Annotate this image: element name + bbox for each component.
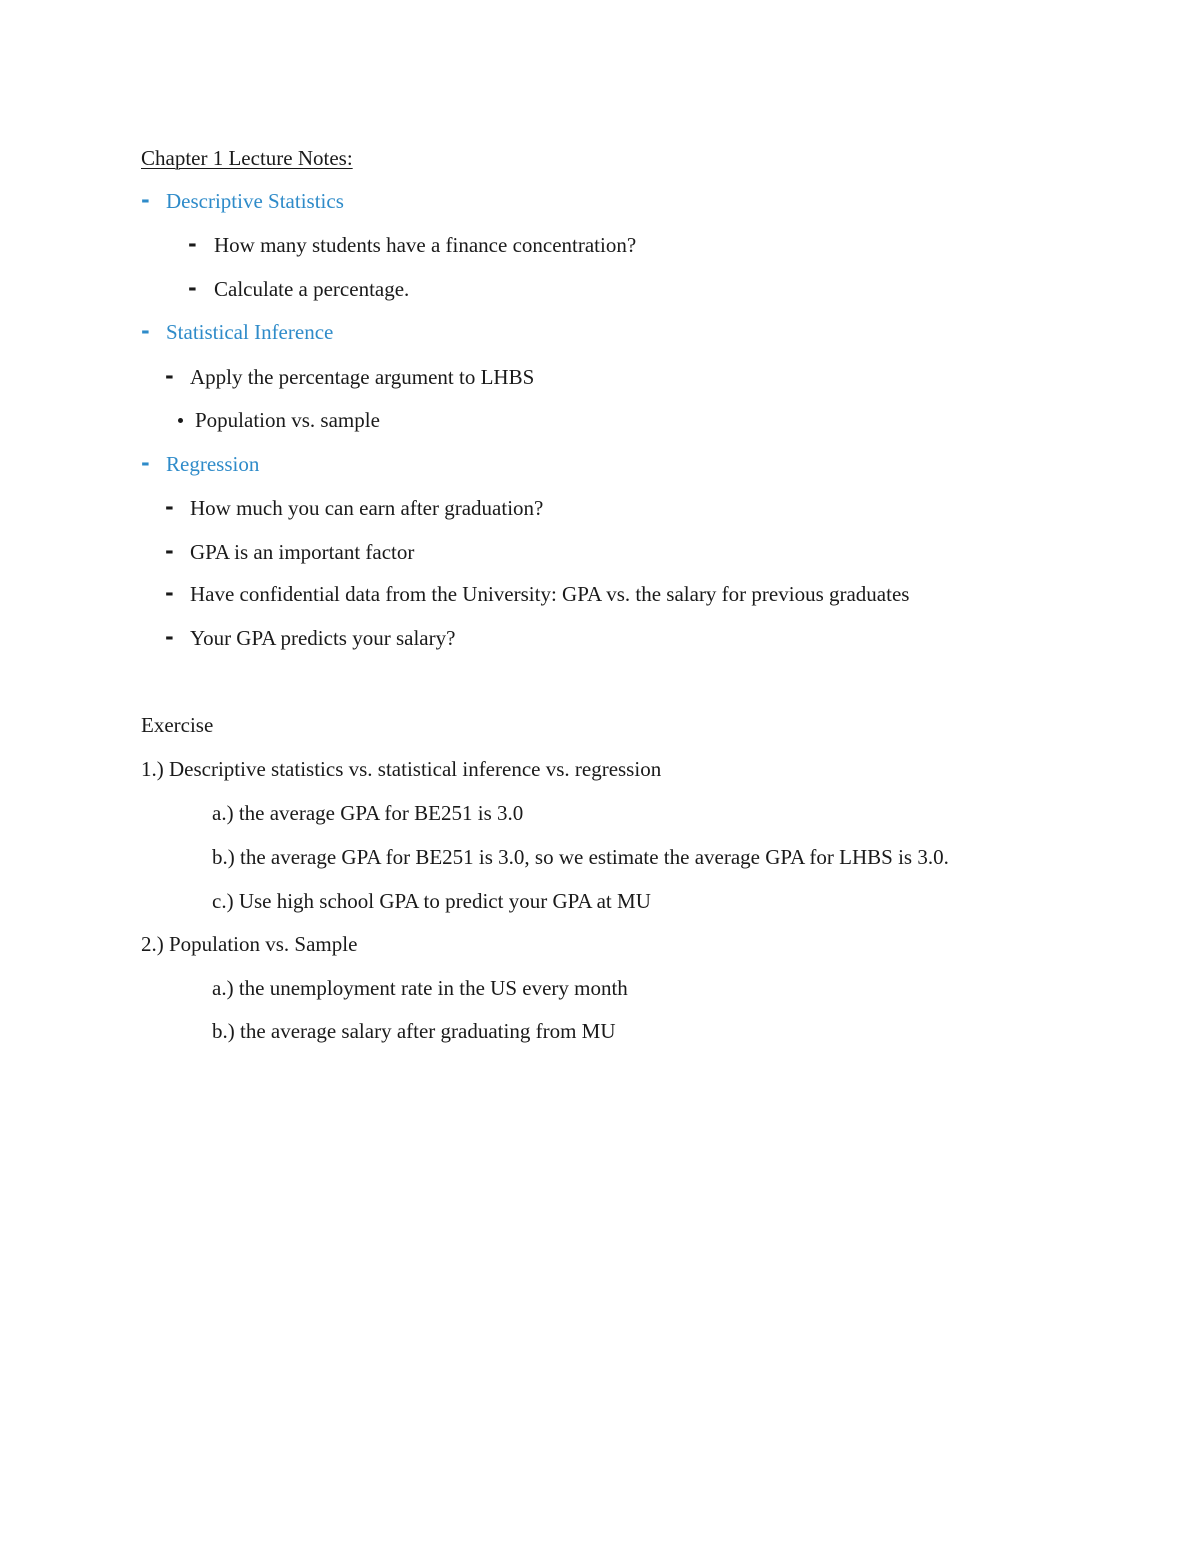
- list-item: GPA is an important factor: [190, 540, 415, 564]
- dash-bullet-icon: -: [188, 232, 197, 256]
- list-item: Calculate a percentage.: [214, 277, 410, 301]
- exercise-question: 2.) Population vs. Sample: [141, 932, 358, 956]
- list-item: Have confidential data from the University: GPA vs. the salary for previous graduates: [190, 582, 910, 606]
- dash-bullet-icon: -: [165, 581, 174, 605]
- list-item: How many students have a finance concentration?: [214, 233, 637, 257]
- exercise-part: b.) the average salary after graduating from MU: [212, 1019, 616, 1043]
- section-heading-inference: Statistical Inference: [166, 320, 334, 344]
- exercise-question: 1.) Descriptive statistics vs. statistical inference vs. regression: [141, 757, 662, 781]
- exercise-title: Exercise: [141, 713, 214, 737]
- dash-bullet-icon: -: [141, 319, 150, 343]
- list-item: Apply the percentage argument to LHBS: [190, 365, 535, 389]
- list-item: How much you can earn after graduation?: [190, 496, 544, 520]
- section-heading-descriptive: Descriptive Statistics: [166, 189, 344, 213]
- dash-bullet-icon: -: [165, 364, 174, 388]
- list-item: Population vs. sample: [195, 408, 380, 432]
- exercise-part: a.) the unemployment rate in the US every month: [212, 976, 628, 1000]
- page-title: Chapter 1 Lecture Notes:: [141, 146, 353, 170]
- dot-bullet-icon: [178, 418, 183, 423]
- dash-bullet-icon: -: [141, 188, 150, 212]
- dash-bullet-icon: -: [188, 276, 197, 300]
- dash-bullet-icon: -: [165, 625, 174, 649]
- list-item: Your GPA predicts your salary?: [190, 626, 456, 650]
- exercise-part: a.) the average GPA for BE251 is 3.0: [212, 801, 524, 825]
- dash-bullet-icon: -: [165, 539, 174, 563]
- dash-bullet-icon: -: [141, 451, 150, 475]
- exercise-part: b.) the average GPA for BE251 is 3.0, so we estimate the average GPA for LHBS is 3.0.: [212, 845, 949, 869]
- section-heading-regression: Regression: [166, 452, 260, 476]
- dash-bullet-icon: -: [165, 495, 174, 519]
- exercise-part: c.) Use high school GPA to predict your GPA at MU: [212, 889, 651, 913]
